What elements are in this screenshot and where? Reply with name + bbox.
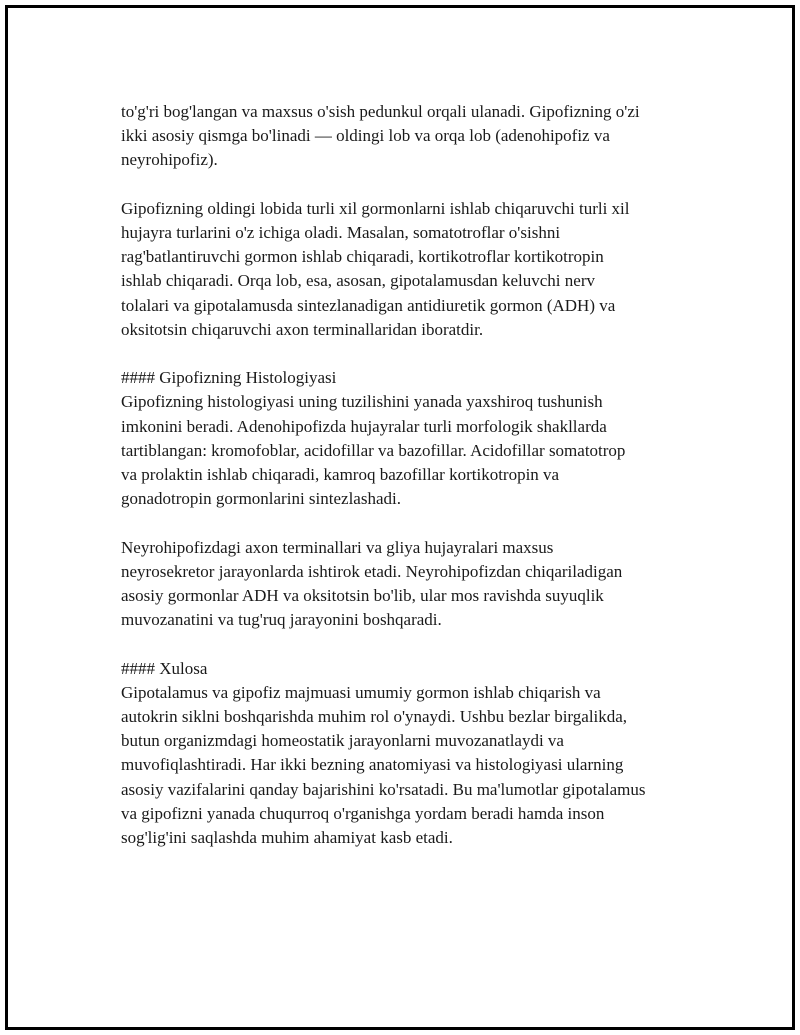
text-line: muvofiqlashtiradi. Har ikki bezning anatomiyasi va histologiyasi ularning	[121, 755, 624, 775]
text-line: sog'lig'ini saqlashda muhim ahamiyat kasb etadi.	[121, 828, 453, 848]
text-line: oksitotsin chiqaruvchi axon terminallaridan iboratdir.	[121, 319, 484, 339]
text-line: asosiy vazifalarini qanday bajarishini ko'rsatadi. Bu ma'lumotlar gipotalamus	[121, 779, 646, 799]
text-line: Neyrohipofizdagi axon terminallari va gliya hujayralari maxsus	[121, 537, 554, 557]
page-content	[121, 100, 711, 874]
text-line: neyrohipofiz).	[121, 150, 218, 170]
conclusion-heading: #### Xulosa	[121, 658, 208, 678]
text-line: Gipotalamus va gipofiz majmuasi umumiy gormon ishlab chiqarish va	[121, 682, 601, 702]
text-line: hujayra turlarini o'z ichiga oladi. Masalan, somatotroflar o'sishni	[121, 223, 561, 242]
text-line: tartiblangan: kromofoblar, acidofillar va bazofillar. Acidofillar somatotrop	[121, 440, 626, 460]
histology-paragraph-1	[121, 390, 711, 511]
text-line: va prolaktin ishlab chiqaradi, kamroq bazofillar kortikotropin va	[121, 465, 560, 485]
histology-heading: #### Gipofizning Histologiyasi	[121, 368, 337, 388]
page-frame	[5, 5, 795, 1030]
conclusion-paragraph	[121, 681, 711, 850]
text-line: gonadotropin gormonlarini sintezlashadi.	[121, 489, 401, 509]
text-line: ishlab chiqaradi. Orqa lob, esa, asosan, gipotalamusdan keluvchi nerv	[121, 271, 595, 291]
text-line: butun organizmdagi homeostatik jarayonlarni muvozanatlaydi va	[121, 731, 564, 751]
text-line: va gipofizni yanada chuqurroq o'rganishga yordam beradi hamda inson	[121, 803, 605, 823]
text-line: tolalari va gipotalamusda sintezlanadigan antidiuretik gormon (ADH) va	[121, 295, 616, 315]
text-line: autokrin siklni boshqarishda muhim rol o'ynaydi. Ushbu bezlar birgalikda,	[121, 707, 628, 727]
text-line: rag'batlantiruvchi gormon ishlab chiqaradi, kortikotroflar kortikotropin	[121, 247, 604, 267]
text-line: to'g'ri bog'langan va maxsus o'sish pedunkul orqali ulanadi. Gipofizning o'zi	[121, 102, 640, 121]
text-line: Gipofizning histologiyasi uning tuzilishini yanada yaxshiroq tushunish	[121, 392, 603, 412]
text-line: asosiy gormonlar ADH va oksitotsin bo'lib, ular mos ravishda suyuqlik	[121, 586, 604, 606]
intro-paragraph-1	[121, 100, 711, 173]
intro-paragraph-2	[121, 197, 711, 342]
histology-paragraph-2	[121, 536, 711, 633]
text-line: neyrosekretor jarayonlarda ishtirok etadi. Neyrohipofizdan chiqariladigan	[121, 561, 623, 581]
text-line: Gipofizning oldingi lobida turli xil gormonlarni ishlab chiqaruvchi turli xil	[121, 198, 630, 218]
text-line: ikki asosiy qismga bo'linadi — oldingi lob va orqa lob (adenohipofiz va	[121, 126, 610, 146]
text-line: muvozanatini va tug'ruq jarayonini boshqaradi.	[121, 610, 442, 630]
text-line: imkonini beradi. Adenohipofizda hujayralar turli morfologik shakllarda	[121, 416, 607, 436]
